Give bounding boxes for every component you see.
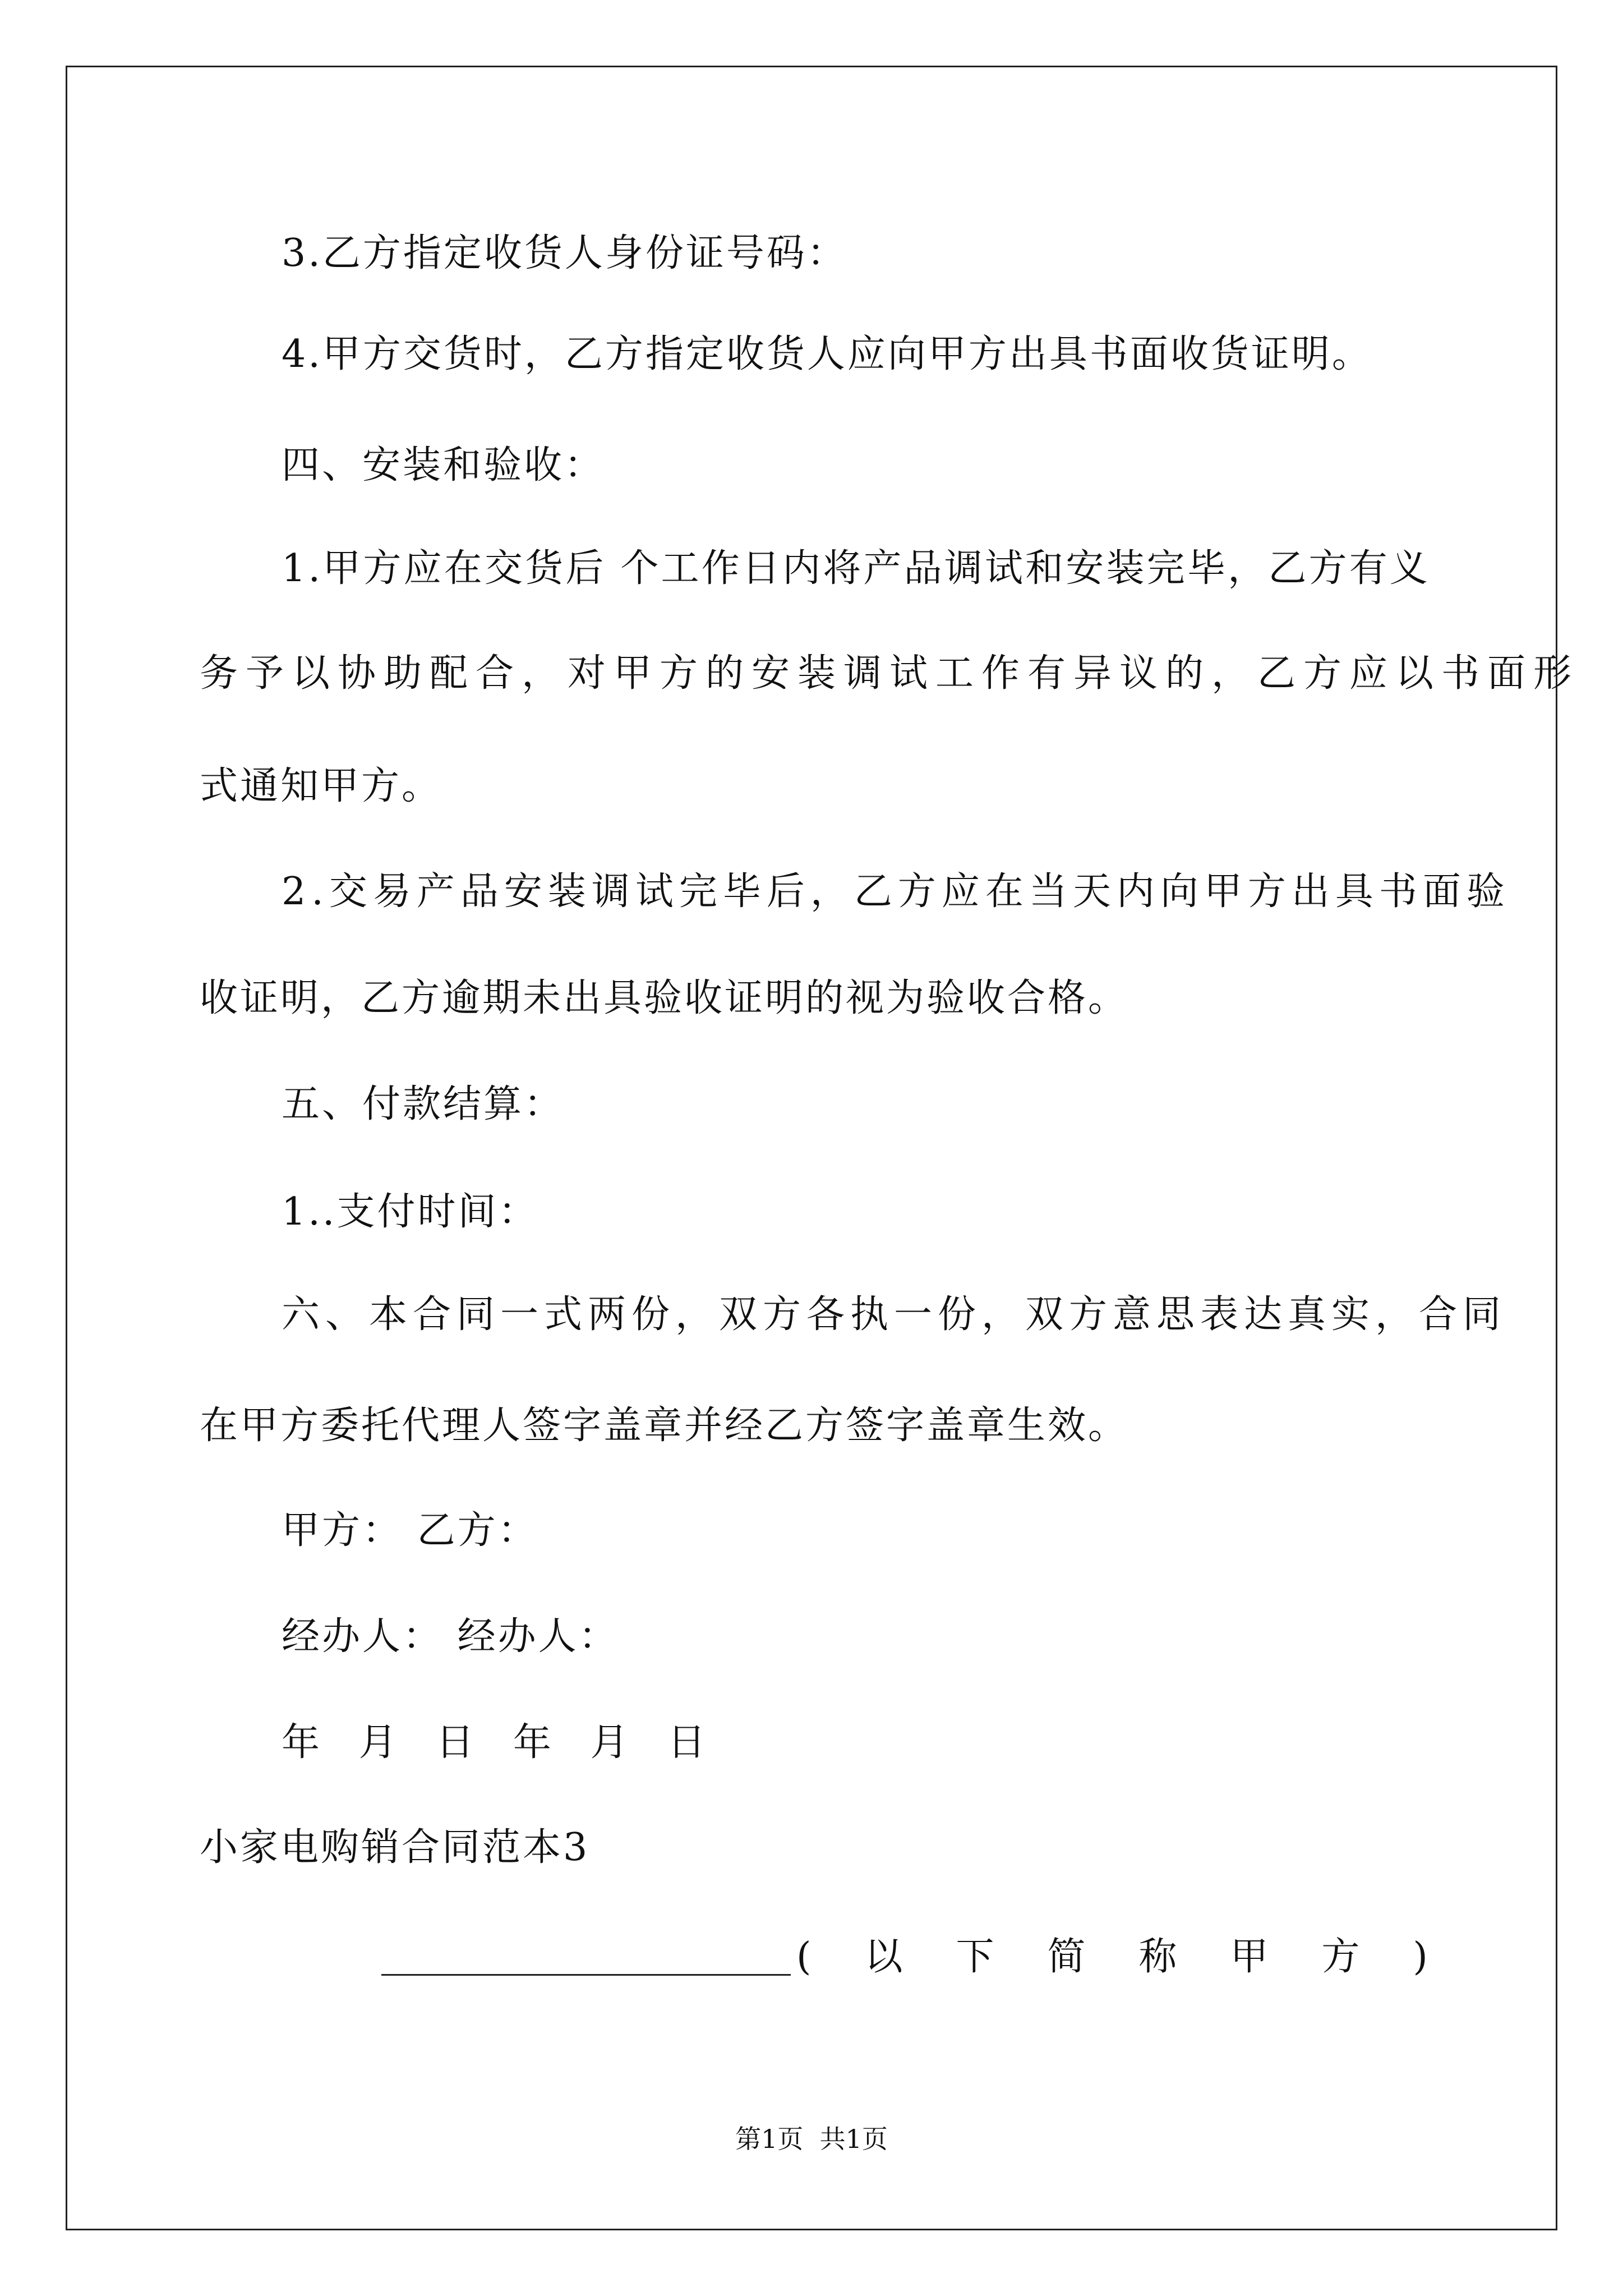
party-a-label [796,1935,1428,1979]
paragraph-line: 3.乙方指定收货人身份证号码： [282,231,847,275]
paragraph-line: 1..支付时间： [282,1190,539,1234]
section-heading: 四、安装和验收： [282,443,605,487]
label-char: 下 [956,1935,994,1979]
paragraph-line: 4.甲方交货时，乙方指定收货人应向甲方出具书面收货证明。 [282,332,1372,376]
section-heading: 六、本合同一式两份，双方各执一份，双方意思表达真实，合同 [282,1292,1507,1337]
page-footer: 第1页 共1页 [735,2124,888,2154]
label-char: ( [796,1935,811,1979]
paragraph-line: 收证明，乙方逾期未出具验收证明的视为验收合格。 [200,976,1129,1020]
page-border [66,66,1580,2230]
label-char: 以 [864,1935,903,1979]
paragraph-line: 式通知甲方。 [200,764,442,808]
label-char: ) [1413,1935,1428,1979]
section-heading: 五、付款结算： [282,1082,565,1126]
blank-underline [381,1974,791,1976]
signature-dates: 年 月 日 年 月 日 [282,1720,720,1765]
signature-parties: 甲方： 乙方： [282,1508,538,1553]
paragraph-line: 2.交易产品安装调试完毕后，乙方应在当天内向甲方出具书面验 [282,869,1510,914]
paragraph-line: 务予以协助配合，对甲方的安装调试工作有异议的，乙方应以书面形 [200,651,1580,696]
label-char: 甲 [1230,1935,1269,1979]
label-char: 简 [1047,1935,1086,1979]
label-char: 方 [1321,1935,1360,1979]
party-a-field [381,1935,1428,1983]
paragraph-line: 在甲方委托代理人签字盖章并经乙方签字盖章生效。 [200,1404,1129,1448]
label-char: 称 [1138,1935,1177,1979]
signature-agents: 经办人： 经办人： [282,1614,619,1659]
paragraph-line: 1 . 甲 方 应 在 交 货 后 个 工 作 日 内 将 产 品 调 试 和 安 装 完 毕 ， 乙 方 有 义 [282,546,1428,591]
section-title: 小家电购销合同范本3 [200,1825,590,1870]
